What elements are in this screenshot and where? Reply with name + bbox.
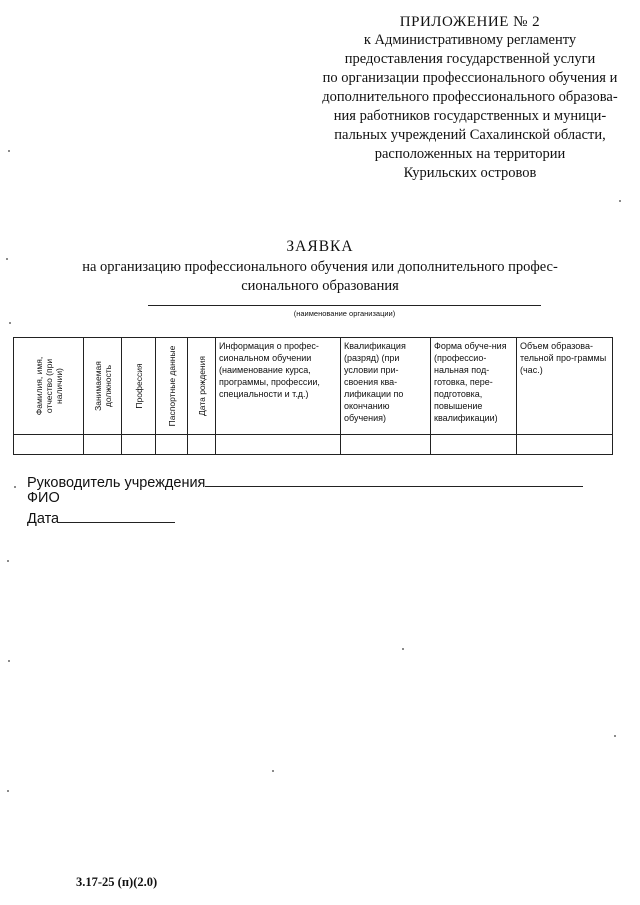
appendix-line: дополнительного профессионального образова- bbox=[322, 89, 618, 105]
table-cell[interactable] bbox=[156, 435, 188, 455]
column-header-full-name: Фамилия, имя, отчество (при наличии) bbox=[14, 338, 84, 435]
head-of-institution-label: Руководитель учреждения bbox=[27, 475, 206, 491]
scan-speck bbox=[614, 735, 616, 737]
scan-speck bbox=[14, 486, 16, 488]
document-code: 3.17-25 (п)(2.0) bbox=[76, 875, 158, 889]
appendix-line: пальных учреждений Сахалинской области, bbox=[334, 127, 606, 143]
appendix-line: Курильских островов bbox=[403, 165, 537, 181]
head-of-institution-field[interactable] bbox=[205, 472, 583, 487]
table-cell[interactable] bbox=[84, 435, 122, 455]
appendix-line: предоставления государственной услуги bbox=[344, 51, 596, 67]
head-of-institution-line bbox=[27, 472, 583, 492]
scan-speck bbox=[272, 770, 274, 772]
date-field[interactable] bbox=[59, 508, 175, 523]
scan-speck bbox=[402, 648, 404, 650]
table-row bbox=[14, 435, 613, 455]
appendix-line: по организации профессионального обучения и bbox=[322, 70, 618, 86]
appendix-line: к Административному регламенту bbox=[363, 32, 577, 48]
application-subtitle-line1: на организацию профессионального обучения или дополнительного профес- bbox=[82, 259, 558, 275]
table-cell[interactable] bbox=[188, 435, 216, 455]
scan-speck bbox=[9, 322, 11, 324]
appendix-number: ПРИЛОЖЕНИЕ № 2 bbox=[399, 14, 541, 30]
scan-speck bbox=[7, 790, 9, 792]
appendix-header bbox=[300, 14, 640, 183]
application-title: ЗАЯВКА bbox=[286, 238, 354, 255]
column-header-position: Занимаемая должность bbox=[84, 338, 122, 435]
scan-speck bbox=[8, 150, 10, 152]
column-header-qualification: Квалификация (разряд) (при условии при-своения ква-лификации по окончанию обучения) bbox=[341, 338, 431, 435]
appendix-line: ния работников государственных и муници- bbox=[333, 108, 607, 124]
column-header-training-info: Информация о профес-сиональном обучении (наименование курса, программы, профессии, специальности и т.д.) bbox=[216, 338, 341, 435]
table-cell[interactable] bbox=[341, 435, 431, 455]
table-cell[interactable] bbox=[517, 435, 613, 455]
table-cell[interactable] bbox=[431, 435, 517, 455]
scan-speck bbox=[7, 560, 9, 562]
column-header-birth-date: Дата рождения bbox=[188, 338, 216, 435]
organization-name-line bbox=[148, 305, 541, 306]
table-header-row bbox=[14, 338, 613, 435]
date-line bbox=[27, 508, 175, 528]
column-header-program-volume: Объем образова-тельной про-граммы (час.) bbox=[517, 338, 613, 435]
fio-label: ФИО bbox=[27, 490, 60, 506]
column-header-profession: Профессия bbox=[122, 338, 156, 435]
column-header-training-form: Форма обуче-ния (профессио-нальная под-готовка, пере-подготовка, повышение квалификации) bbox=[431, 338, 517, 435]
table-cell[interactable] bbox=[122, 435, 156, 455]
application-subtitle-line2: сионального образования bbox=[241, 278, 399, 294]
table-cell[interactable] bbox=[14, 435, 84, 455]
application-table bbox=[13, 337, 613, 455]
scan-speck bbox=[619, 200, 621, 202]
date-label: Дата bbox=[27, 511, 60, 527]
appendix-line: расположенных на территории bbox=[374, 146, 566, 162]
organization-caption: (наименование организации) bbox=[293, 309, 396, 318]
table-cell[interactable] bbox=[216, 435, 341, 455]
scan-speck bbox=[8, 660, 10, 662]
column-header-passport: Паспортные данные bbox=[156, 338, 188, 435]
scan-speck bbox=[6, 258, 8, 260]
